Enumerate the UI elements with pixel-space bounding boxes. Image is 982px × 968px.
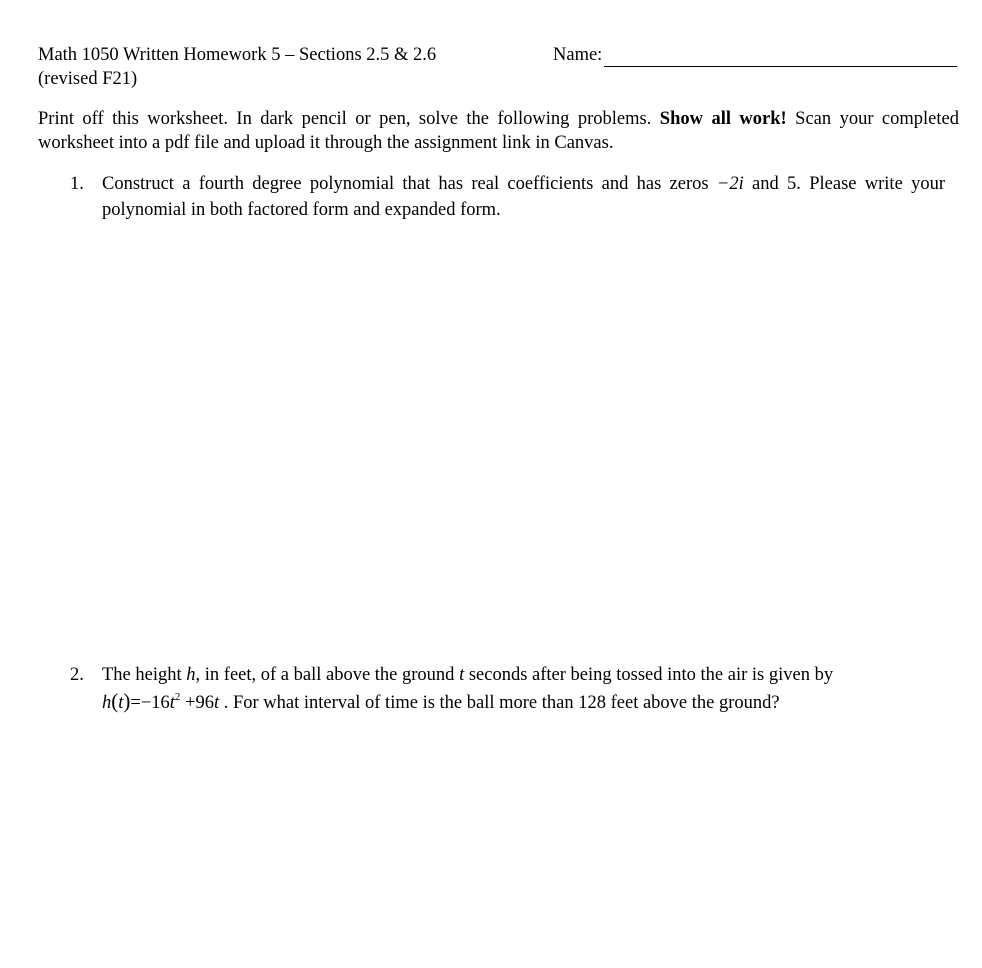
instructions-text-b: Scan your completed: [786, 109, 959, 129]
eq-exponent: 2: [174, 691, 181, 703]
problem-2-number: 2.: [70, 665, 84, 685]
revision-note: (revised F21): [38, 69, 138, 89]
eq-coefficient: =−16: [130, 693, 170, 713]
eq-t-linear: t: [213, 693, 220, 713]
instructions-line-1: [38, 107, 959, 131]
variable-t: t: [459, 665, 465, 685]
problem-2-text-a: The height: [102, 665, 187, 685]
instructions-text-a: Print off this worksheet. In dark pencil or pen, solve the following problems.: [38, 109, 660, 129]
eq-t-squared-base: t: [169, 693, 175, 713]
eq-linear-coefficient: +96: [180, 693, 214, 713]
problem-1-line-2: polynomial in both factored form and expanded form.: [102, 200, 501, 220]
name-blank-line: [604, 47, 957, 67]
instructions-line-2: worksheet into a pdf file and upload it through the assignment link in Canvas.: [38, 133, 614, 153]
show-all-work-emphasis: Show all work!: [659, 109, 787, 129]
name-field: [553, 43, 957, 67]
problem-2-text-b: , in feet, of a ball above the ground: [195, 665, 460, 685]
instructions: [38, 107, 963, 155]
variable-h: h: [186, 665, 196, 685]
problem-1-text-a: Construct a fourth degree polynomial that has real coefficients and has zeros: [102, 174, 717, 194]
problem-1-line-1: [102, 172, 945, 196]
problem-2-question: . For what interval of time is the ball more than 128 feet above the ground?: [219, 693, 780, 713]
problem-2-line-1: [102, 663, 833, 687]
worksheet-title: Math 1050 Written Homework 5 – Sections 2.5 & 2.6: [38, 45, 437, 65]
eq-close-paren: ): [123, 689, 131, 713]
height-equation: [102, 689, 220, 713]
eq-t: t: [118, 693, 124, 713]
problem-2-line-2: [102, 689, 780, 715]
problem-1-zero: −2i: [716, 174, 744, 194]
name-label: Name:: [553, 45, 603, 65]
eq-open-paren: (: [111, 689, 119, 713]
problem-1-text-b: and 5. Please write your: [743, 174, 945, 194]
problem-2-text-c: seconds after being tossed into the air is given by: [464, 665, 834, 685]
eq-h: h: [102, 693, 112, 713]
problem-1-number: 1.: [70, 174, 84, 194]
